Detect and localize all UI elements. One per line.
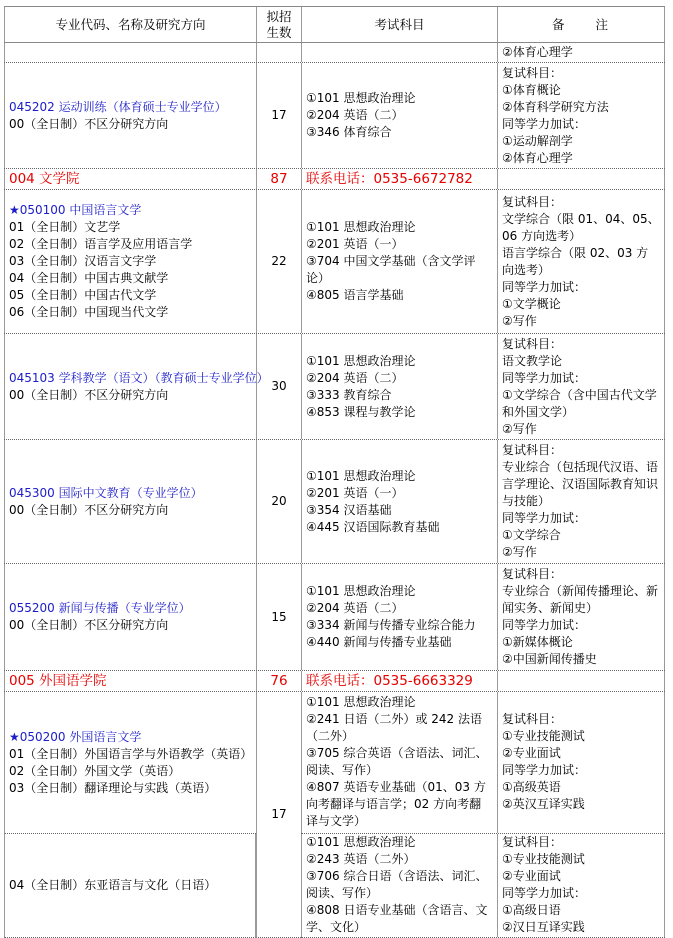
- cell-exams: [301, 834, 497, 937]
- direction-item: 06（全日制）中国现当代文学: [9, 305, 169, 319]
- table-row-045103: [4, 334, 665, 440]
- cell-exams: [301, 43, 497, 62]
- college-name-cell: [4, 169, 256, 189]
- cell-major: [4, 834, 256, 938]
- cell-exams: [301, 564, 497, 670]
- college-row-004: [4, 169, 665, 190]
- exam-item: ③705 综合英语（含语法、词汇、阅读、写作）: [306, 746, 488, 778]
- cell-major: [4, 440, 256, 563]
- cell-quota: [256, 334, 301, 439]
- exam-item: ④805 语言学基础: [306, 288, 404, 302]
- note-line: 同等学力加试：: [502, 116, 587, 131]
- direction-item: 05（全日制）中国古代文学: [9, 288, 157, 302]
- cell-notes: [497, 564, 665, 670]
- cell-quota: [256, 190, 301, 333]
- note-line: ②体育心理学: [502, 150, 573, 165]
- exam-item: ②204 英语（二）: [306, 370, 404, 385]
- header-quota: [256, 7, 301, 42]
- direction-item: 02（全日制）外国文学（英语）: [9, 763, 181, 778]
- college-quota-cell: [256, 169, 301, 189]
- quota-value: 15: [271, 609, 287, 624]
- college-name: 004 文学院: [9, 170, 80, 187]
- exam-item: ①101 思想政治理论: [306, 468, 416, 483]
- major-title: ★050100 中国语言文学: [9, 203, 142, 217]
- cell-notes: [497, 43, 665, 62]
- col1-group: [4, 692, 256, 938]
- quota-value: 22: [271, 254, 287, 268]
- exam-item: ④807 英语专业基础（01、03 方向考翻译与语言学；02 方向考翻译与文学）: [306, 780, 486, 829]
- major-title: 045202 运动训练（体育硕士专业学位）: [9, 99, 227, 114]
- exam-item: ④853 课程与教学论: [306, 404, 416, 419]
- exam-item: ①101 思想政治理论: [306, 353, 416, 368]
- note-line: 复试科目：: [502, 194, 563, 209]
- table-row-group-050200: [4, 692, 665, 938]
- direction-item: 04（全日制）中国古典文献学: [9, 271, 169, 285]
- note-line: ②中国新闻传播史: [502, 652, 597, 666]
- major-title: 055200 新闻与传播（专业学位）: [9, 601, 191, 615]
- cell-quota: [256, 440, 301, 563]
- note-line: ②写作: [502, 545, 537, 559]
- exam-item: ②204 英语（二）: [306, 108, 404, 122]
- college-contact: 联系电话：0535-6672782: [306, 170, 473, 187]
- note-line: 同等学力加试：: [502, 279, 587, 294]
- note-line: 文学综合（限 01、04、05、06 方向选考）: [502, 211, 660, 243]
- college-contact: 联系电话：0535-6663329: [306, 672, 473, 689]
- table-row-050200: [301, 692, 665, 834]
- note-line: 同等学力加试：: [502, 511, 587, 525]
- note-line: 复试科目：: [502, 712, 563, 727]
- cell-exams: [301, 190, 497, 333]
- cell-quota-merged: [256, 692, 301, 938]
- college-notes-cell: [497, 169, 665, 189]
- note-line: 语文教学论: [502, 353, 563, 368]
- college-notes-cell: [497, 671, 665, 691]
- cell-major: [4, 334, 269, 439]
- note-line: 复试科目：: [502, 65, 563, 80]
- table-row-050100: [4, 190, 665, 334]
- note-line: 同等学力加试：: [502, 886, 587, 901]
- direction-item: 04（全日制）东亚语言与文化（日语）: [9, 878, 217, 892]
- exam-item: ③334 新闻与传播专业综合能力: [306, 618, 476, 632]
- note-line: 复试科目：: [502, 443, 563, 457]
- quota-value: 30: [271, 379, 287, 393]
- cell-major: [4, 63, 256, 168]
- header-major: [4, 7, 256, 42]
- exam-item: ③354 汉语基础: [306, 502, 392, 517]
- header-notes-label: 备 注: [551, 17, 610, 32]
- note-line: ①文学综合（含中国古代文学和外国文学）: [502, 387, 657, 419]
- direction-item: 03（全日制）汉语言文字学: [9, 254, 157, 268]
- header-notes: [497, 7, 665, 42]
- table-row-045202: [4, 63, 665, 169]
- cell-quota: [256, 564, 301, 670]
- note-line: ①体育概论: [502, 82, 561, 97]
- direction-item: 00（全日制）不区分研究方向: [9, 116, 169, 131]
- cell-major: [4, 692, 256, 834]
- cell-notes: [497, 440, 665, 563]
- note-line: 复试科目：: [502, 835, 563, 850]
- note-line: ②专业面试: [502, 746, 561, 761]
- note-line: ②体育科学研究方法: [502, 99, 609, 114]
- note-line: 专业综合（包括现代汉语、语言学理论、汉语国际教育知识与技能）: [502, 460, 659, 508]
- table-row-050200-04: [301, 834, 665, 938]
- exam-item: ③346 体育综合: [306, 125, 392, 139]
- cell-quota: [256, 63, 301, 168]
- cell-major: [4, 564, 256, 670]
- note-line: ②英汉互译实践: [502, 797, 585, 812]
- note-line: ①高级日语: [502, 903, 561, 918]
- cell-quota: [256, 43, 301, 62]
- cell-notes: [497, 692, 665, 833]
- college-quota: 76: [270, 672, 288, 689]
- exam-item: ②201 英语（一）: [306, 485, 404, 500]
- note-line: 同等学力加试：: [502, 763, 587, 778]
- note-line: 语言学综合（限 02、03 方向选考）: [502, 245, 649, 277]
- direction-item: 01（全日制）文艺学: [9, 220, 121, 234]
- table-row-continuation: [4, 43, 665, 63]
- exam-item: ②201 英语（一）: [306, 237, 404, 251]
- direction-item: 02（全日制）语言学及应用语言学: [9, 237, 193, 251]
- college-quota: 87: [270, 170, 288, 187]
- table-row-045300: [4, 440, 665, 564]
- quota-value: 20: [271, 494, 287, 508]
- note-line: ①运动解剖学: [502, 133, 573, 148]
- major-title: ★050200 外国语言文学: [9, 729, 142, 744]
- note-line: ②汉日互译实践: [502, 920, 585, 935]
- note-line: ②体育心理学: [502, 45, 573, 59]
- exam-item: ④440 新闻与传播专业基础: [306, 635, 452, 649]
- exam-item: ①101 思想政治理论: [306, 584, 416, 598]
- note-line: ①新媒体概论: [502, 635, 573, 649]
- cell-exams: [301, 440, 497, 563]
- exam-item: ②204 英语（二）: [306, 601, 404, 615]
- header-major-label: 专业代码、名称及研究方向: [55, 17, 206, 32]
- exam-item: ④445 汉语国际教育基础: [306, 519, 440, 534]
- exam-item: ④808 日语专业基础（含语言、文学、文化）: [306, 903, 488, 935]
- exam-item: ①101 思想政治理论: [306, 220, 416, 234]
- direction-item: 00（全日制）不区分研究方向: [9, 387, 169, 402]
- note-line: ②写作: [502, 421, 537, 436]
- quota-value: 17: [271, 807, 287, 821]
- table-header: [4, 6, 665, 43]
- exam-item: ③706 综合日语（含语法、词汇、阅读、写作）: [306, 869, 488, 901]
- direction-item: 03（全日制）翻译理论与实践（英语）: [9, 780, 217, 795]
- note-line: 复试科目：: [502, 336, 563, 351]
- note-line: 同等学力加试：: [502, 370, 587, 385]
- major-title: 045300 国际中文教育（专业学位）: [9, 485, 203, 500]
- direction-item: 00（全日制）不区分研究方向: [9, 502, 169, 517]
- cell-exams: [301, 692, 497, 833]
- header-quota-line2: 生数: [266, 24, 292, 40]
- direction-item: 00（全日制）不区分研究方向: [9, 618, 169, 632]
- header-quota-line1: 拟招: [266, 8, 292, 24]
- note-line: ②写作: [502, 313, 537, 328]
- exam-item: ②243 英语（二外）: [306, 852, 416, 867]
- cell-notes: [497, 334, 665, 439]
- header-exams: [301, 7, 497, 42]
- quota-value: 17: [271, 108, 287, 122]
- cell-notes: [497, 190, 665, 333]
- note-line: ①文学综合: [502, 528, 561, 542]
- college-contact-cell: [301, 671, 497, 691]
- cell-exams: [301, 63, 497, 168]
- exam-item: ③704 中国文学基础（含文学评论）: [306, 254, 476, 285]
- note-line: ①专业技能测试: [502, 852, 585, 867]
- major-title: 045103 学科教学（语文）（教育硕士专业学位）: [9, 370, 269, 385]
- cell-exams: [301, 334, 497, 439]
- note-line: 专业综合（新闻传播理论、新闻实务、新闻史）: [502, 584, 659, 615]
- college-row-005: [4, 671, 665, 692]
- note-line: 同等学力加试：: [502, 618, 587, 632]
- exam-item: ①101 思想政治理论: [306, 91, 416, 105]
- college-name: 005 外国语学院: [9, 672, 107, 689]
- exam-item: ②241 日语（二外）或 242 法语（二外）: [306, 712, 483, 744]
- cell-major: [4, 43, 256, 62]
- college-contact-cell: [301, 169, 497, 189]
- cell-notes: [497, 63, 665, 168]
- note-line: ①专业技能测试: [502, 729, 585, 744]
- table-row-055200: [4, 564, 665, 671]
- note-line: 复试科目：: [502, 567, 563, 581]
- cell-notes: [497, 834, 665, 937]
- admissions-table: [4, 6, 665, 938]
- direction-item: 01（全日制）外国语言学与外语教学（英语）: [9, 746, 253, 761]
- header-exams-label: 考试科目: [374, 17, 425, 32]
- exam-item: ①101 思想政治理论: [306, 835, 416, 850]
- col34-group: [301, 692, 665, 938]
- college-quota-cell: [256, 671, 301, 691]
- college-name-cell: [4, 671, 256, 691]
- cell-major: [4, 190, 256, 333]
- note-line: ①高级英语: [502, 780, 561, 795]
- exam-item: ①101 思想政治理论: [306, 695, 416, 710]
- exam-item: ③333 教育综合: [306, 387, 392, 402]
- note-line: ①文学概论: [502, 296, 561, 311]
- note-line: ②专业面试: [502, 869, 561, 884]
